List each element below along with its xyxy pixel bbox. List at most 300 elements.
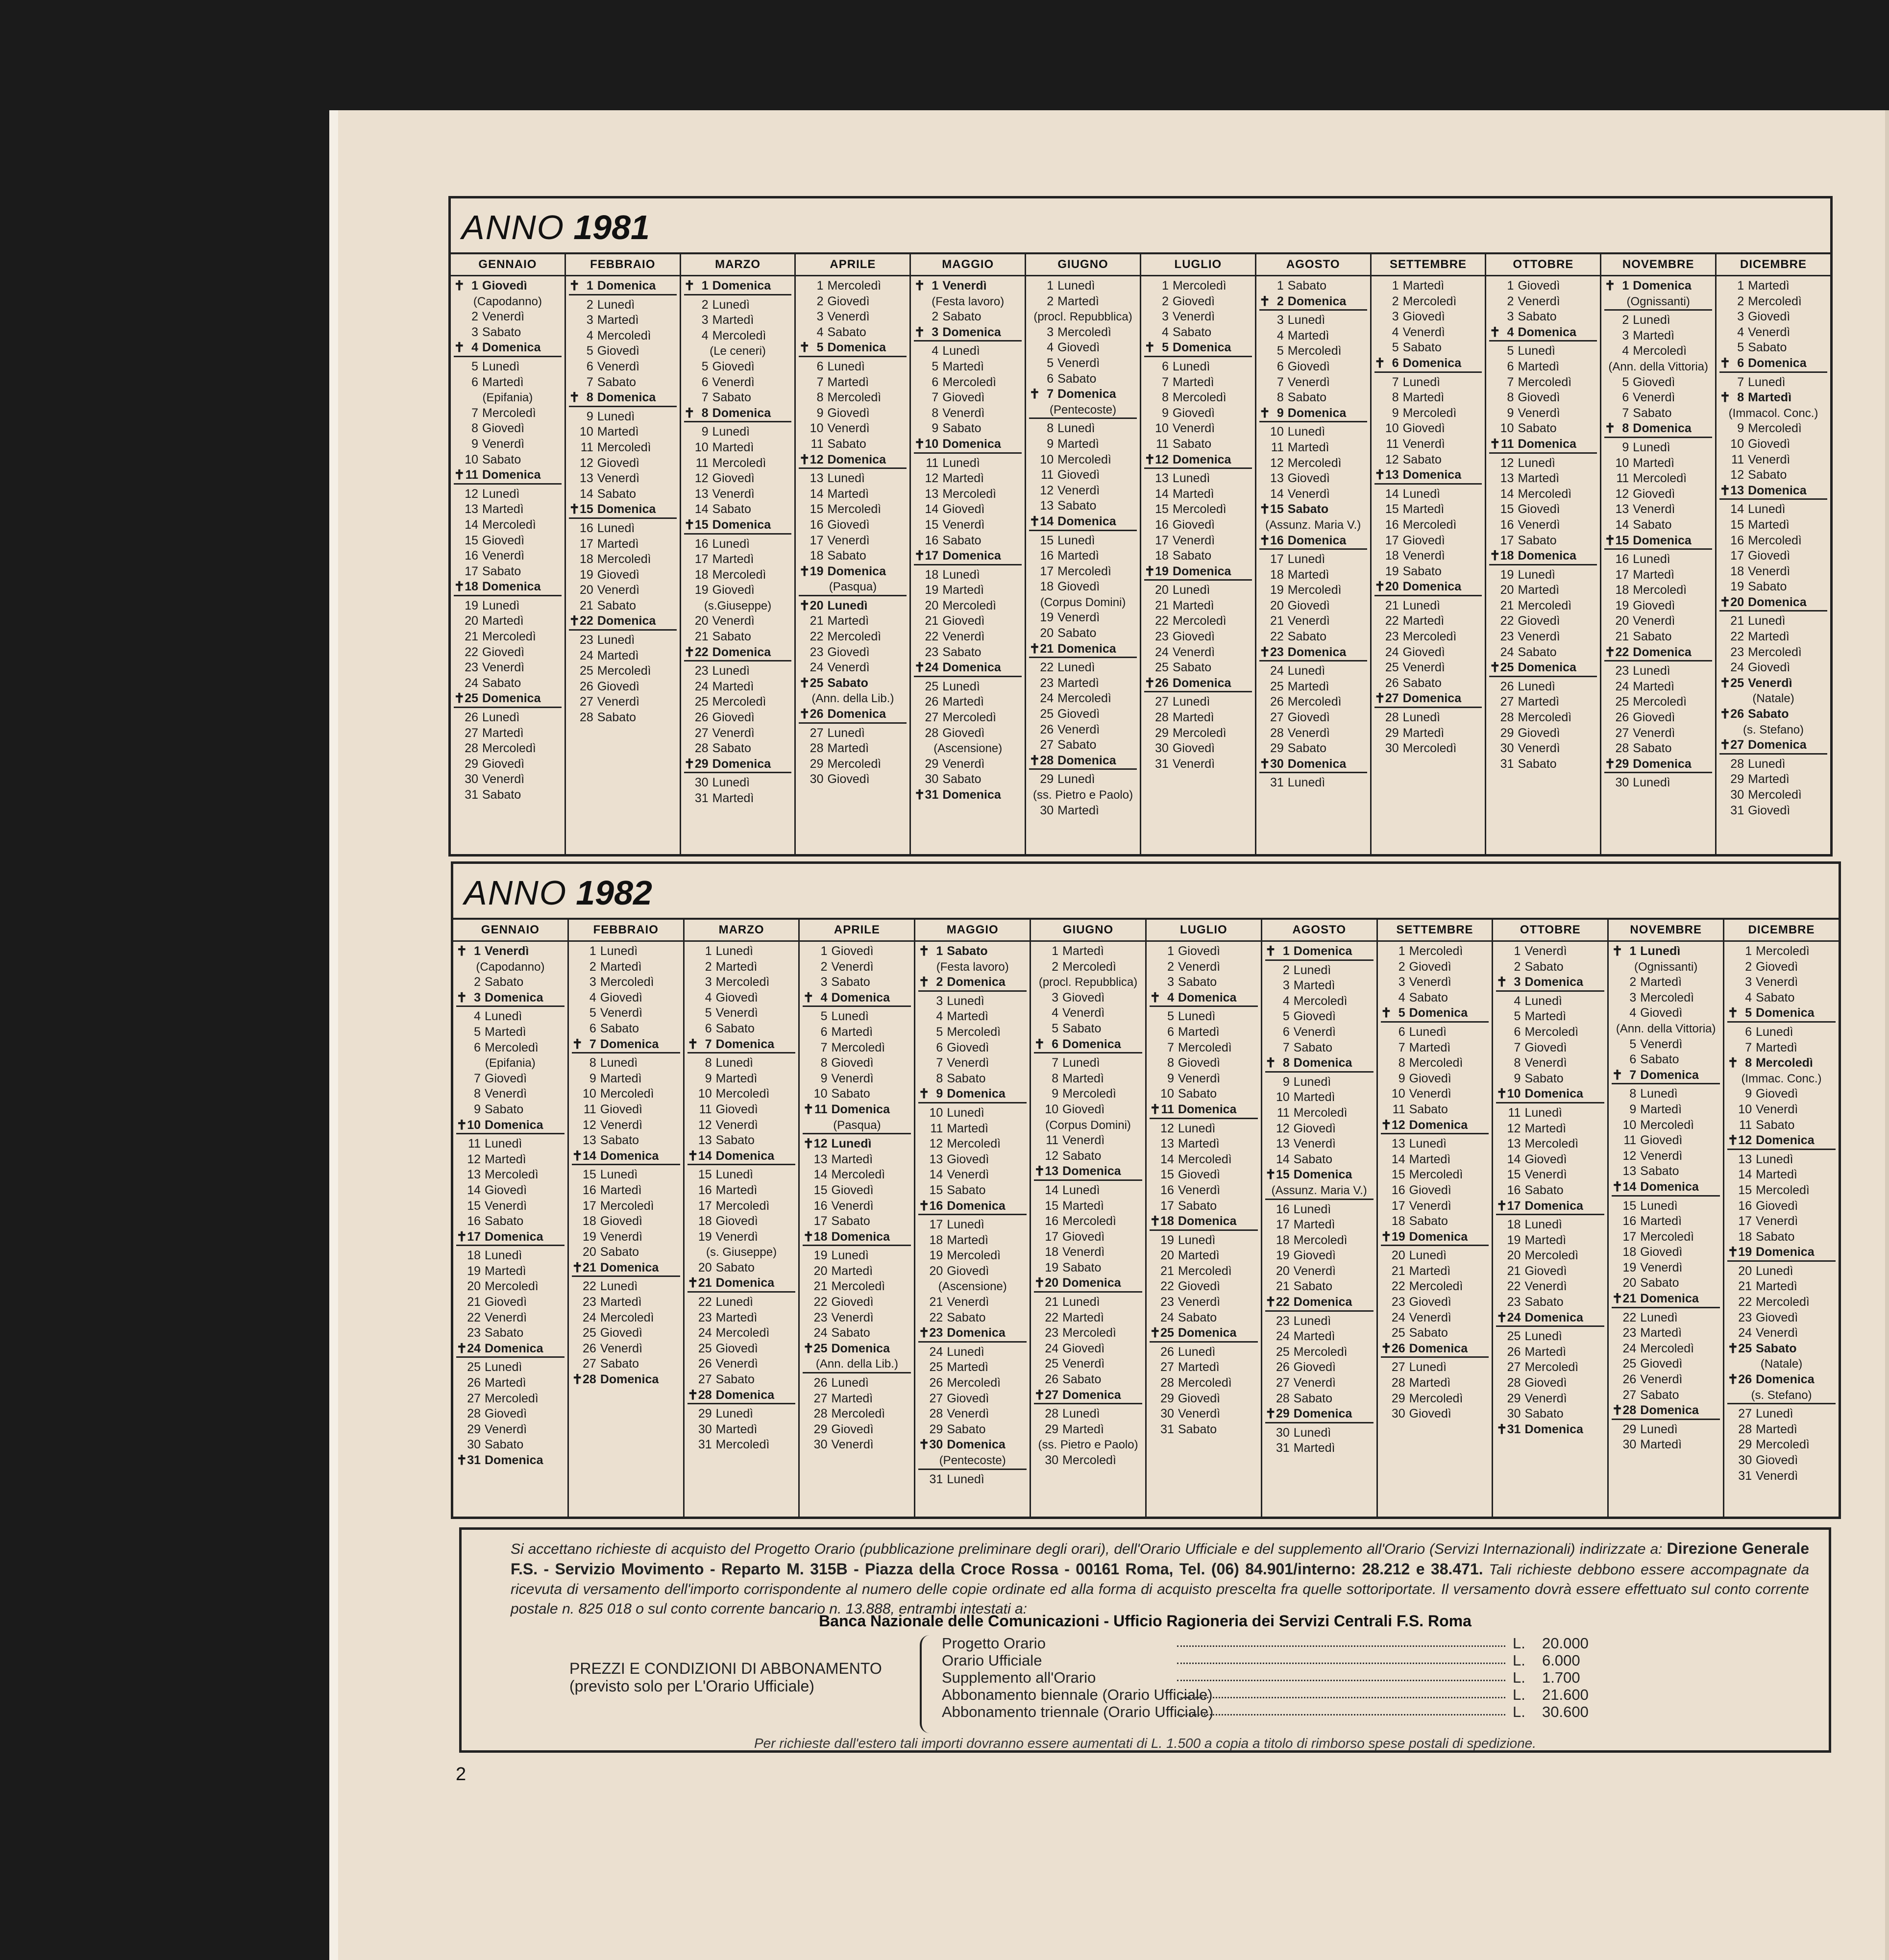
day-number: 31 [1738,1469,1752,1483]
day-row [1144,421,1252,437]
day-name: Lunedì [947,994,984,1008]
cross-icon: ✝ [1489,548,1501,564]
day-row [456,1391,564,1407]
day-name: Domenica [1524,1310,1583,1324]
day-number: 10 [1730,437,1744,451]
day-number: 4 [1622,344,1629,358]
day-name: Venerdì [831,1310,874,1324]
day-number: 24 [813,1326,828,1340]
holiday-row [1259,294,1367,311]
day-number: 30 [1155,741,1169,756]
day-row [1265,1314,1374,1329]
day-number: 10 [698,1087,712,1101]
day-number: 7 [1167,1040,1174,1054]
day-row [1144,437,1252,452]
day-name: Lunedì [1633,776,1670,790]
day-number: 6 [1167,1025,1174,1039]
day-number: 2 [705,959,712,974]
day-row [1604,487,1712,502]
holiday-row [456,1229,564,1247]
day-number: 15 [1276,1168,1290,1182]
day-number: 15 [583,1168,596,1182]
day-name: Lunedì [1409,1360,1447,1374]
day-number: 21 [1622,1292,1637,1306]
day-row [799,359,907,375]
month-name: GENNAIO [453,920,567,942]
month-name: LUGLIO [1141,254,1255,276]
day-name: Giovedì [827,294,870,308]
day-name: Mercoledì [1518,375,1572,389]
day-row [1265,1009,1374,1025]
month-name: GIUGNO [1026,254,1140,276]
day-name: Martedì [1178,1249,1220,1263]
day-row [1381,1167,1489,1183]
cross-icon: ✝ [568,390,580,405]
day-name: Venerdì [712,487,755,501]
day-number: 17 [698,1199,712,1213]
day-number: 19 [1622,1260,1637,1274]
day-row [1489,598,1597,614]
day-number: 29 [1738,1438,1752,1452]
day-row [1727,1040,1836,1056]
day-row [1496,1391,1604,1407]
day-name: Giovedì [1756,1453,1798,1467]
day-row [1259,629,1367,645]
day-number: 10 [1040,452,1054,466]
month-name: NOVEMBRE [1609,920,1723,942]
day-row [1612,1102,1720,1118]
day-row [1034,1183,1142,1199]
day-name: Venerdì [831,959,874,974]
day-number: 18 [925,567,939,582]
day-number: 20 [698,1260,712,1274]
day-name: Venerdì [1756,1326,1798,1340]
day-name: Venerdì [942,757,985,771]
day-row [1265,1441,1374,1456]
day-number: 1 [701,279,709,293]
day-name: Martedì [1640,975,1682,989]
day-number: 4 [471,341,478,355]
price-amount: 6.000 [1542,1652,1580,1669]
day-number: 16 [583,1183,596,1197]
day-number: 16 [810,517,824,532]
day-name: Martedì [1057,294,1099,308]
day-name: Sabato [1524,1071,1564,1085]
day-name: Mercoledì [1748,645,1802,659]
holiday-note: (Pentecoste) [918,1453,1027,1470]
day-row [687,959,796,975]
holiday-row [803,990,911,1007]
day-number: 3 [1162,310,1169,324]
holiday-row [914,278,1022,294]
day-number: 30 [1385,741,1399,756]
day-name: Sabato [1756,1341,1797,1355]
holiday-row [1034,1164,1142,1181]
day-name: Mercoledì [715,1438,770,1452]
day-number: 15 [1270,502,1284,516]
day-number: 6 [1507,359,1514,373]
day-name: Mercoledì [715,1199,770,1213]
day-name: Lunedì [831,1249,869,1263]
day-name: Mercoledì [1287,583,1342,597]
holiday-note: (s. Giuseppe) [706,1246,777,1259]
day-number: 31 [694,791,709,805]
day-row [918,1406,1027,1422]
day-row [456,1136,564,1152]
day-number: 4 [932,344,939,358]
day-name: Martedì [1518,695,1560,709]
day-number: 10 [810,421,824,436]
day-number: 6 [1745,1025,1752,1039]
day-number: 5 [1737,341,1744,355]
cross-icon: ✝ [684,756,695,771]
day-row [1719,517,1827,533]
day-number: 22 [1276,1295,1290,1309]
day-number: 19 [1507,1233,1521,1247]
day-row [1265,1217,1374,1233]
price-amount: 20.000 [1542,1635,1589,1652]
day-row [1034,1295,1142,1310]
day-number: 15 [698,1168,712,1182]
day-row [1029,579,1137,595]
cross-icon: ✝ [571,1260,583,1275]
day-number: 27 [1507,1360,1521,1374]
day-name: Giovedì [1178,1279,1221,1294]
day-name: Lunedì [1633,440,1670,454]
day-name: Sabato [1402,341,1442,355]
day-name: Domenica [1293,1295,1352,1309]
day-name: Mercoledì [482,517,536,532]
holiday-note: (s. Stefano) [1742,723,1804,736]
month-column [911,254,1026,854]
day-row [1144,471,1252,487]
day-row [1259,471,1367,487]
day-number: 15 [1622,1199,1637,1213]
day-number: 31 [1160,1422,1174,1436]
cross-icon: ✝ [1034,1164,1045,1179]
day-number: 13 [1500,471,1514,486]
day-name: Domenica [485,1453,543,1467]
day-row [1496,1248,1604,1264]
day-number: 20 [1045,1276,1059,1290]
day-number: 20 [813,1264,828,1278]
day-name: Martedì [1633,567,1675,582]
day-name: Giovedì [942,726,985,740]
cross-icon: ✝ [1149,1325,1161,1341]
day-row [1150,1264,1258,1279]
day-number: 16 [1391,1183,1405,1197]
day-row [572,1055,680,1071]
cross-icon: ✝ [1719,390,1731,405]
day-name: Sabato [1524,1183,1564,1197]
day-name: Lunedì [827,726,865,740]
day-row [1719,660,1827,676]
day-name: Lunedì [1293,1314,1331,1328]
day-name: Giovedì [1178,944,1221,958]
day-number: 24 [583,1310,596,1324]
day-number: 6 [1622,391,1629,405]
day-row [684,297,792,313]
day-number: 19 [1385,564,1399,578]
day-number: 3 [701,313,709,327]
day-row [1029,691,1137,707]
holiday-row [1719,356,1827,373]
holiday-row [1496,1310,1604,1327]
day-row [1374,437,1482,452]
day-row [569,710,677,726]
day-number: 10 [1276,1090,1290,1104]
day-row [1029,278,1137,294]
day-number: 11 [465,468,478,482]
day-name: Mercoledì [947,1025,1001,1039]
day-number: 9 [1392,406,1399,420]
day-name: Sabato [600,1021,639,1035]
day-number: 26 [580,679,593,693]
day-name: Venerdì [947,1295,989,1309]
day-row [1612,1149,1720,1164]
day-number: 25 [925,679,939,693]
day-name: Sabato [597,487,637,501]
day-row [1719,421,1827,437]
holiday-note: (Capodanno) [473,294,542,308]
day-number: 21 [694,630,709,644]
day-name: Lunedì [715,1168,754,1182]
day-number: 9 [1162,406,1169,420]
day-row [1612,1118,1720,1133]
day-name: Giovedì [1409,1183,1451,1197]
day-number: 2 [1398,959,1405,974]
month-name: OTTOBRE [1493,920,1607,942]
day-name: Giovedì [1640,1245,1683,1259]
day-row [918,994,1027,1009]
day-number: 29 [1276,1407,1290,1421]
day-number: 3 [816,310,824,324]
day-number: 24 [1391,1310,1405,1324]
day-number: 20 [1615,614,1629,628]
day-number: 16 [465,549,478,563]
day-name: Mercoledì [1293,994,1348,1008]
day-number: 22 [1270,630,1284,644]
holiday-row [1144,564,1252,581]
day-name: Domenica [1756,1006,1815,1020]
holiday-row [684,757,792,774]
day-number: 22 [925,630,939,644]
price-currency: L. [1513,1635,1525,1652]
day-name: Mercoledì [1402,630,1457,644]
day-name: Martedì [1178,1360,1220,1374]
day-name: Domenica [1057,514,1116,528]
day-name: Venerdì [1640,1372,1683,1387]
day-name: Venerdì [600,1006,643,1020]
day-number: 20 [810,598,824,612]
day-name: Mercoledì [600,1087,654,1101]
day-row [1727,1086,1836,1102]
day-row [454,406,562,421]
day-name: Martedì [1409,1376,1451,1390]
day-number: 8 [1629,1087,1637,1101]
holiday-row [1374,356,1482,373]
day-name: Giovedì [600,1102,642,1116]
calendar-title [462,208,650,246]
day-row [1259,710,1367,726]
day-number: 14 [1738,1168,1752,1182]
day-name: Domenica [482,468,541,482]
day-number: 21 [1385,598,1399,612]
holiday-row [1612,1068,1720,1085]
day-name: Sabato [947,1422,986,1436]
day-name: Martedì [947,1360,989,1374]
day-name: Venerdì [1293,1025,1336,1039]
day-row [687,1356,796,1372]
day-row [1727,1295,1836,1310]
day-name: Mercoledì [1409,1391,1463,1405]
day-name: Martedì [715,1422,758,1436]
day-number: 12 [694,471,709,486]
day-number: 24 [1615,679,1629,693]
day-name: Lunedì [1057,772,1095,786]
day-row [918,1391,1027,1407]
day-row [1144,487,1252,502]
day-name: Giovedì [1178,1391,1221,1405]
holiday-row [1259,757,1367,774]
day-row [1144,294,1252,310]
day-name: Sabato [597,710,637,725]
day-name: Mercoledì [712,695,766,709]
cross-icon: ✝ [1149,1102,1161,1117]
holiday-row [456,944,564,959]
day-name: Domenica [1178,990,1237,1004]
day-number: 22 [1622,1310,1637,1324]
day-number: 2 [471,310,478,324]
day-name: Venerdì [600,1341,643,1355]
day-number: 17 [580,537,593,551]
day-number: 5 [936,1025,943,1039]
day-number: 8 [1282,1056,1290,1070]
day-name: Domenica [715,1388,775,1402]
holiday-row [799,676,907,691]
day-name: Sabato [1756,1118,1795,1132]
day-number: 30 [1270,757,1284,771]
day-name: Venerdì [1524,1391,1567,1405]
month-name: MARZO [681,254,795,276]
day-name: Domenica [1062,1037,1121,1051]
day-name: Sabato [831,1214,870,1228]
day-row [1265,1105,1374,1121]
day-row [684,359,792,375]
day-name: Mercoledì [1402,294,1457,308]
day-name: Venerdì [1172,533,1215,547]
day-name: Lunedì [1172,583,1210,597]
day-number: 11 [1623,1133,1637,1148]
holiday-row [1259,502,1367,517]
day-name: Mercoledì [831,1040,885,1054]
day-name: Lunedì [1756,1025,1793,1039]
day-name: Mercoledì [1409,1056,1463,1070]
day-name: Giovedì [1748,803,1791,817]
holiday-note: (Ann. della Lib.) [803,1356,911,1373]
day-name: Mercoledì [1748,294,1802,308]
day-number: 9 [820,1071,828,1085]
day-number: 2 [589,959,596,974]
day-number: 3 [1622,328,1629,343]
day-row [914,583,1022,598]
day-row [1496,1009,1604,1025]
day-name: Giovedì [712,710,755,725]
day-name: Martedì [597,425,639,439]
day-name: Sabato [1293,1279,1333,1294]
day-name: Martedì [1409,1264,1451,1278]
cross-icon: ✝ [1374,467,1386,483]
day-number: 6 [1052,1037,1059,1051]
day-name: Domenica [1633,533,1692,547]
day-row [1144,548,1252,564]
holiday-row [684,406,792,423]
day-row [1374,325,1482,341]
day-number: 15 [813,1183,828,1197]
day-row [1612,1422,1720,1438]
day-name: Venerdì [831,1438,874,1452]
day-row [1144,583,1252,598]
day-number: 20 [925,598,939,612]
day-number: 6 [820,1025,828,1039]
day-row [1496,1345,1604,1360]
day-number: 7 [816,375,824,389]
price-row [942,1652,1677,1669]
day-number: 2 [1047,294,1054,308]
day-number: 27 [1500,695,1514,709]
day-number: 26 [1270,695,1284,709]
day-name: Sabato [942,645,981,659]
day-number: 29 [467,1422,481,1436]
day-row [684,629,792,645]
day-number: 31 [1270,776,1284,790]
day-number: 14 [1507,1152,1521,1166]
day-number: 17 [1391,1199,1405,1213]
day-number: 7 [1392,375,1399,389]
holiday-note: (Ognissanti) [1634,960,1698,974]
month-name: FEBBRAIO [566,254,680,276]
day-row [454,359,562,375]
day-row [687,1167,796,1183]
day-number: 31 [1730,803,1744,817]
cross-icon: ✝ [1265,1406,1276,1421]
day-number: 7 [1052,1056,1059,1070]
day-name: Giovedì [485,1407,527,1421]
day-row [1150,1009,1258,1025]
day-name: Domenica [947,1199,1006,1213]
day-row [456,1199,564,1214]
day-name: Mercoledì [600,975,654,989]
day-number: 11 [1739,1118,1752,1132]
day-number: 25 [813,1341,828,1355]
day-name: Martedì [1633,456,1675,470]
day-number: 18 [810,549,824,563]
day-row [1374,502,1482,517]
day-row [687,1422,796,1438]
cross-icon: ✝ [1727,1341,1739,1356]
day-name: Martedì [831,1264,873,1278]
day-name: Lunedì [947,1105,984,1120]
day-name: Mercoledì [1178,1376,1232,1390]
day-row [1259,390,1367,406]
day-number: 21 [467,1295,481,1309]
day-name: Giovedì [1402,645,1445,659]
day-number: 5 [1167,1009,1174,1024]
day-name: Sabato [712,741,751,756]
day-name: Martedì [1172,375,1214,389]
day-name: Venerdì [827,533,870,547]
day-row [572,1133,680,1149]
